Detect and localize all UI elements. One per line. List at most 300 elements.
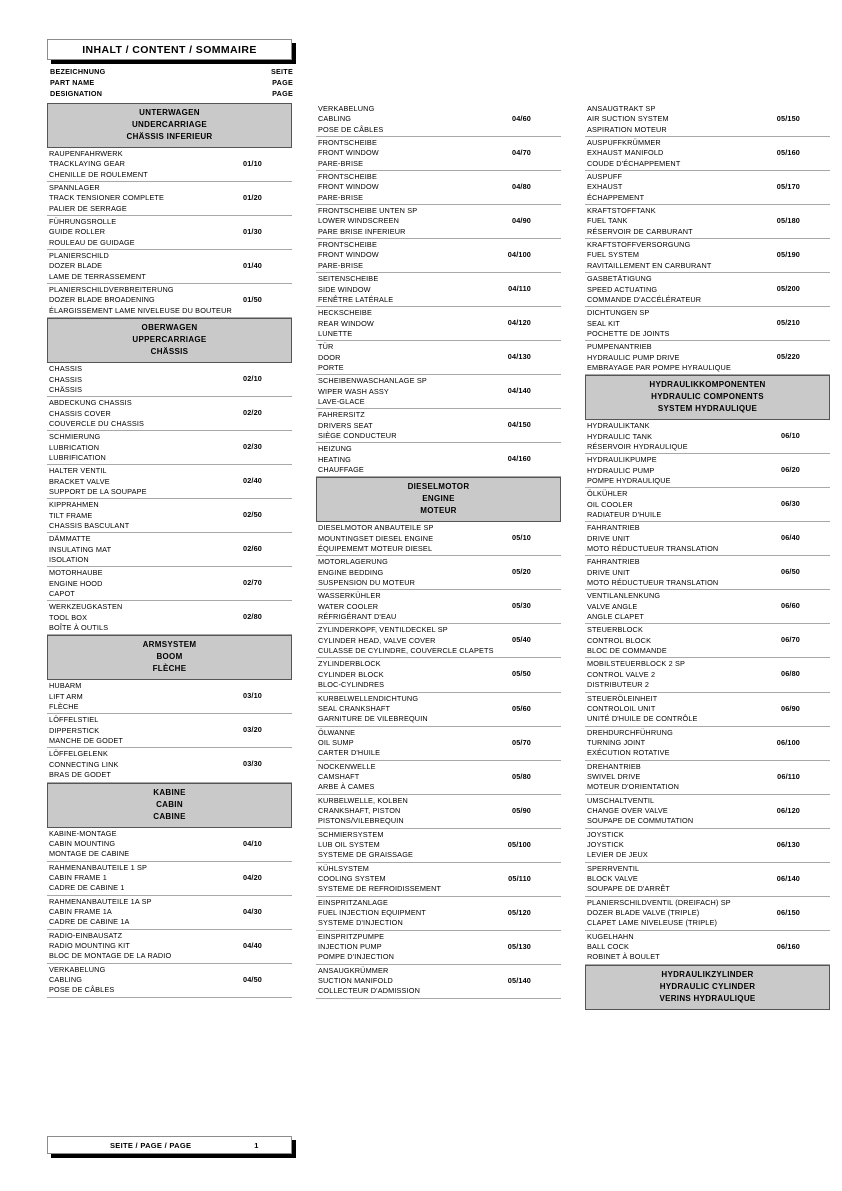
contents-entry[interactable] <box>47 465 292 499</box>
contents-entry[interactable] <box>585 829 830 863</box>
page-footer-box <box>47 1136 292 1154</box>
entry-designation-fr: SOUPAPE DE D'ARRÊT <box>587 884 671 894</box>
entry-designation-de: UMSCHALTVENTIL <box>587 795 655 805</box>
contents-entry[interactable] <box>47 431 292 465</box>
entry-page-number: 04/10 <box>242 838 262 848</box>
contents-entry[interactable] <box>47 533 292 567</box>
entry-designation-de: KRAFTSTOFFVERSORGUNG <box>587 240 691 250</box>
entry-designation-fr: ROBINET À BOULET <box>587 952 660 962</box>
entry-designation-en: CONTROL VALVE 2 <box>587 669 656 679</box>
entry-designation-fr: PORTE <box>318 362 344 372</box>
entry-designation-en: SPEED ACTUATING <box>587 284 658 294</box>
entry-designation-en: HYDRAULIC PUMP DRIVE <box>587 352 680 362</box>
contents-entry[interactable] <box>585 761 830 795</box>
entry-page-number: 05/210 <box>776 318 800 328</box>
contents-entry[interactable] <box>316 205 561 239</box>
entry-designation-de: HYDRAULIKTANK <box>587 421 650 431</box>
entry-designation-de: ÖLWANNE <box>318 727 356 737</box>
entry-page-number: 04/100 <box>507 250 531 260</box>
entry-designation-de: DIESELMOTOR ANBAUTEILE SP <box>318 523 434 533</box>
contents-entry[interactable] <box>585 171 830 205</box>
contents-entry[interactable] <box>47 250 292 284</box>
entry-designation-en: DRIVE UNIT <box>587 533 630 543</box>
entry-designation-fr: PARE-BRISE <box>318 260 364 270</box>
entry-designation-en: DOOR <box>318 352 341 362</box>
entry-page-number: 06/30 <box>780 499 800 509</box>
contents-entry[interactable] <box>585 103 830 137</box>
entry-page-number: 06/160 <box>776 941 800 951</box>
entry-designation-en: WIPER WASH ASSY <box>318 386 389 396</box>
entry-designation-fr: FENÊTRE LATÉRALE <box>318 294 394 304</box>
contents-entry[interactable] <box>316 556 561 590</box>
entry-designation-de: GASBETÄTIGUNG <box>587 274 652 284</box>
entry-designation-en: GUIDE ROLLER <box>49 227 106 237</box>
entry-designation-de: LÖFFELGELENK <box>49 749 108 759</box>
entry-page-number: 01/10 <box>242 159 262 168</box>
contents-entry[interactable] <box>585 420 830 454</box>
entry-page-number: 02/70 <box>242 578 262 588</box>
entry-designation-fr: RÉSERVOIR HYDRAULIQUE <box>587 441 688 451</box>
entry-designation-de: KURBELWELLE, KOLBEN <box>318 795 408 805</box>
entry-designation-fr: ASPIRATION MOTEUR <box>587 124 667 134</box>
section-engine-heading <box>316 477 561 522</box>
entry-designation-de: ANSAUGTRAKT SP <box>587 104 656 113</box>
entry-designation-en: FUEL SYSTEM <box>587 250 640 260</box>
entry-page-number: 04/160 <box>507 454 531 464</box>
section-heading-line: HYDRAULIC COMPONENTS <box>651 392 764 402</box>
entry-designation-fr: POSE DE CÂBLES <box>49 985 115 995</box>
entry-designation-de: FRONTSCHEIBE <box>318 138 377 148</box>
entry-designation-fr: COMMANDE D'ACCÉLÉRATEUR <box>587 294 702 304</box>
entry-designation-en: CABLING <box>49 974 83 984</box>
entry-designation-en: SWIVEL DRIVE <box>587 771 641 781</box>
entry-page-number: 04/50 <box>242 974 262 984</box>
contents-entry[interactable] <box>47 567 292 601</box>
contents-entry[interactable] <box>47 896 292 930</box>
entry-designation-de: VERKABELUNG <box>49 964 106 974</box>
entry-designation-fr: MOTEUR D'ORIENTATION <box>587 782 680 792</box>
entry-designation-fr: LAVE-GLACE <box>318 396 365 406</box>
contents-entry[interactable] <box>316 341 561 375</box>
entry-designation-fr: ISOLATION <box>49 555 89 564</box>
entry-designation-en: LIFT ARM <box>49 691 83 701</box>
entry-designation-de: SCHMIERUNG <box>49 432 101 442</box>
entry-designation-de: PLANIERSCHILDVENTIL (DREIFACH) SP <box>587 897 731 907</box>
section-heading-line: CHÄSSIS INFERIEUR <box>126 132 213 141</box>
entry-page-number: 04/20 <box>242 872 262 882</box>
entry-designation-de: SCHMIERSYSTEM <box>318 829 384 839</box>
entry-designation-en: CYLINDER BLOCK <box>318 669 384 679</box>
entry-designation-de: PUMPENANTRIEB <box>587 342 652 352</box>
entry-designation-fr: ANGLE CLAPET <box>587 612 644 622</box>
contents-entry[interactable] <box>47 680 292 714</box>
contents-entry[interactable] <box>47 862 292 896</box>
entry-designation-en: CYLINDER HEAD, VALVE COVER <box>318 635 436 645</box>
entry-designation-de: PLANIERSCHILD <box>49 251 109 261</box>
entry-designation-fr: ÉCHAPPEMENT <box>587 192 645 202</box>
entry-designation-de: DÄMMATTE <box>49 534 91 544</box>
entry-designation-de: KIPPRAHMEN <box>49 500 99 510</box>
entry-designation-fr: ARBE À CAMES <box>318 782 375 792</box>
entry-designation-en: TRACK TENSIONER COMPLETE <box>49 193 164 203</box>
entry-designation-de: NOCKENWELLE <box>318 761 376 771</box>
section-heading-line: CABINE <box>153 811 186 821</box>
entry-designation-en: MOUNTINGSET DIESEL ENGINE <box>318 533 434 543</box>
entry-page-number: 05/110 <box>508 873 531 883</box>
section-heading-line: VERINS HYDRAULIQUE <box>659 993 756 1003</box>
section-heading-line: HYDRAULIKKOMPONENTEN <box>649 380 766 390</box>
contents-entry[interactable] <box>47 828 292 862</box>
entry-designation-fr: LEVIER DE JEUX <box>587 850 648 860</box>
entry-page-number: 01/20 <box>242 193 262 203</box>
section-heading-line: FLÈCHE <box>152 664 187 674</box>
entry-page-number: 02/40 <box>242 476 262 486</box>
entry-designation-fr: BLOC-CYLINDRES <box>318 680 385 690</box>
entry-page-number: 02/60 <box>242 544 262 554</box>
entry-designation-de: HEIZUNG <box>318 444 352 454</box>
entry-designation-de: KÜHLSYSTEM <box>318 863 369 873</box>
entry-designation-fr: BRAS DE GODET <box>49 770 111 780</box>
entry-designation-de: HUBARM <box>49 681 82 691</box>
section-heading-line: HYDRAULIC CYLINDER <box>659 981 756 991</box>
entry-designation-en: BLOCK VALVE <box>587 874 638 883</box>
entry-page-number: 04/80 <box>511 182 531 192</box>
contents-entry[interactable] <box>316 727 561 761</box>
section-heading-line: CHÄSSIS <box>150 347 189 357</box>
contents-column-1 <box>47 103 292 998</box>
contents-entry[interactable] <box>585 307 830 341</box>
legend-page-en: PAGE <box>272 78 293 88</box>
entry-designation-en: CABIN FRAME 1A <box>49 906 112 916</box>
entry-page-number: 02/10 <box>242 374 262 384</box>
entry-designation-fr: CHAUFFAGE <box>318 465 364 474</box>
entry-designation-de: SCHEIBENWASCHANLAGE SP <box>318 376 427 386</box>
section-heading-line: DIESELMOTOR <box>407 482 470 492</box>
contents-entry[interactable] <box>585 205 830 239</box>
contents-entry[interactable] <box>585 931 830 965</box>
contents-entry[interactable] <box>316 624 561 658</box>
entry-page-number: 06/50 <box>780 567 800 577</box>
entry-page-number: 05/140 <box>507 975 531 985</box>
contents-entry[interactable] <box>316 863 561 897</box>
entry-designation-de: FRONTSCHEIBE <box>318 240 377 250</box>
entry-designation-fr: MOTO RÉDUCTUEUR TRANSLATION <box>587 544 719 554</box>
contents-entry[interactable] <box>47 714 292 748</box>
entry-page-number: 05/80 <box>511 771 531 781</box>
entry-designation-en: OIL COOLER <box>587 499 633 509</box>
entry-page-number: 05/190 <box>776 250 800 260</box>
contents-entry[interactable] <box>585 897 830 931</box>
contents-entry[interactable] <box>316 931 561 965</box>
contents-entry[interactable] <box>47 148 292 182</box>
entry-page-number: 05/30 <box>511 601 531 611</box>
contents-column-3 <box>585 103 830 1010</box>
entry-designation-fr: CLAPET LAME NIVELEUSE (TRIPLE) <box>587 918 718 928</box>
entry-page-number: 02/50 <box>242 510 262 520</box>
contents-entry[interactable] <box>585 556 830 590</box>
page-footer-bar <box>47 1136 292 1154</box>
entry-designation-fr: LUBRIFICATION <box>49 452 106 462</box>
entry-page-number: 04/120 <box>507 318 531 328</box>
entry-designation-en: WATER COOLER <box>318 601 379 611</box>
entry-designation-en: HYDRAULIC PUMP <box>587 465 655 475</box>
contents-entry[interactable] <box>47 216 292 250</box>
entry-designation-en: CABIN FRAME 1 <box>49 872 107 882</box>
footer-page-number: 1 <box>254 1140 259 1150</box>
section-heading-line: HYDRAULIKZYLINDER <box>661 969 754 979</box>
entry-designation-en: CABLING <box>318 114 352 124</box>
entry-designation-en: EXHAUST MANIFOLD <box>587 148 664 158</box>
contents-entry[interactable] <box>316 273 561 307</box>
entry-designation-en: LOWER WINDSCREEN <box>318 216 400 226</box>
legend-row <box>50 66 293 77</box>
entry-designation-fr: PARE-BRISE <box>318 192 364 202</box>
contents-entry[interactable] <box>316 307 561 341</box>
contents-entry[interactable] <box>585 137 830 171</box>
entry-page-number: 06/40 <box>780 533 800 543</box>
entry-page-number: 06/90 <box>780 703 800 713</box>
contents-entry[interactable] <box>585 239 830 273</box>
entry-page-number: 05/70 <box>511 737 531 747</box>
section-heading-line: SYSTEM HYDRAULIQUE <box>657 404 758 414</box>
entry-designation-de: RAHMENANBAUTEILE 1A SP <box>49 896 152 906</box>
entry-page-number: 04/110 <box>508 284 531 294</box>
entry-designation-fr: SUPPORT DE LA SOUPAPE <box>49 486 147 496</box>
contents-entry[interactable] <box>316 409 561 443</box>
column-legend <box>50 66 293 100</box>
entry-page-number: 04/150 <box>507 420 531 430</box>
entry-page-number: 05/160 <box>776 148 800 158</box>
contents-entry[interactable] <box>585 658 830 692</box>
entry-page-number: 04/90 <box>511 216 531 226</box>
contents-entry[interactable] <box>316 829 561 863</box>
contents-entry[interactable] <box>316 761 561 795</box>
entry-designation-en: HYDRAULIC TANK <box>587 431 653 441</box>
entry-designation-de: MOTORLAGERUNG <box>318 557 388 567</box>
entry-designation-en: SEAL CRANKSHAFT <box>318 703 391 713</box>
entry-page-number: 06/120 <box>776 805 800 815</box>
entry-designation-de: AUSPUFFKRÜMMER <box>587 138 661 148</box>
entry-designation-en: CONTROLOIL UNIT <box>587 703 656 713</box>
entry-designation-fr: CHENILLE DE ROULEMENT <box>49 169 148 179</box>
entry-page-number: 05/50 <box>511 669 531 679</box>
entry-designation-en: INSULATING MAT <box>49 544 112 554</box>
section-heading-line: OBERWAGEN <box>141 323 198 333</box>
legend-page-fr: PAGE <box>272 89 293 99</box>
entry-designation-fr: PALIER DE SERRAGE <box>49 203 127 213</box>
entry-designation-fr: LAME DE TERRASSEMENT <box>49 271 146 281</box>
page-title: INHALT / CONTENT / SOMMAIRE <box>82 43 257 56</box>
contents-entry[interactable] <box>316 693 561 727</box>
entry-page-number: 01/50 <box>242 295 262 305</box>
entry-designation-fr: BOÎTE À OUTILS <box>49 623 109 633</box>
contents-entry[interactable] <box>316 239 561 273</box>
contents-entry[interactable] <box>585 273 830 307</box>
entry-page-number: 06/140 <box>776 873 800 883</box>
legend-row <box>50 77 293 88</box>
contents-entry[interactable] <box>47 363 292 397</box>
entry-designation-en: DIPPERSTICK <box>49 725 100 735</box>
entry-designation-de: RADIO-EINBAUSATZ <box>49 930 123 940</box>
entry-designation-de: FAHRERSITZ <box>318 410 365 420</box>
entry-page-number: 06/100 <box>776 737 800 747</box>
entry-designation-de: STEUERBLOCK <box>587 625 643 635</box>
entry-designation-fr: SYSTEME D'INJECTION <box>318 918 403 928</box>
entry-page-number: 06/60 <box>780 601 800 611</box>
contents-entry[interactable] <box>585 693 830 727</box>
contents-entry[interactable] <box>585 488 830 522</box>
entry-designation-de: FRONTSCHEIBE <box>318 172 377 182</box>
entry-designation-de: FAHRANTRIEB <box>587 523 640 533</box>
entry-designation-en: BALL COCK <box>587 942 630 952</box>
entry-designation-fr: SOUPAPE DE COMMUTATION <box>587 816 694 826</box>
entry-designation-en: DOZER BLADE <box>49 261 103 271</box>
contents-entry[interactable] <box>47 601 292 635</box>
contents-entry[interactable] <box>585 727 830 761</box>
entry-page-number: 05/130 <box>507 941 531 951</box>
entry-designation-en: FRONT WINDOW <box>318 182 379 192</box>
entry-designation-fr: RADIATEUR D'HUILE <box>587 510 662 519</box>
entry-designation-en: INJECTION PUMP <box>318 942 382 952</box>
contents-entry[interactable] <box>316 795 561 829</box>
contents-entry[interactable] <box>585 522 830 556</box>
entry-designation-de: EINSPRITZPUMPE <box>318 931 385 941</box>
entry-designation-de: MOTORHAUBE <box>49 568 103 578</box>
entry-designation-fr: POMPE HYDRAULIQUE <box>587 475 671 485</box>
entry-designation-en: HEATING <box>318 454 351 464</box>
entry-page-number: 03/20 <box>242 725 262 735</box>
section-boom-heading <box>47 635 292 680</box>
contents-entry[interactable] <box>585 795 830 829</box>
entry-designation-de: TÜR <box>318 342 334 352</box>
section-heading-line: UNTERWAGEN <box>139 108 200 117</box>
entry-designation-fr: PISTONS/VILEBREQUIN <box>318 816 404 826</box>
contents-entry[interactable] <box>47 182 292 216</box>
contents-entry[interactable] <box>316 590 561 624</box>
entry-page-number: 05/120 <box>507 907 531 917</box>
entry-designation-de: KRAFTSTOFFTANK <box>587 206 656 216</box>
entry-designation-en: CHANGE OVER VALVE <box>587 805 668 815</box>
entry-designation-fr: MOTO RÉDUCTUEUR TRANSLATION <box>587 578 719 588</box>
section-heading-line: UNDERCARRIAGE <box>131 120 207 129</box>
entry-designation-en: LUB OIL SYSTEM <box>318 839 380 849</box>
entry-designation-en: TRACKLAYING GEAR <box>49 159 126 169</box>
entry-designation-en: SUCTION MANIFOLD <box>318 976 393 986</box>
entry-page-number: 02/20 <box>242 408 262 418</box>
contents-entry[interactable] <box>47 284 292 318</box>
entry-designation-de: KUGELHAHN <box>587 931 634 941</box>
entry-designation-fr: CADRE DE CABINE 1 <box>49 883 125 893</box>
entry-designation-en: CABIN MOUNTING <box>49 838 116 848</box>
contents-entry[interactable] <box>47 930 292 964</box>
contents-entry[interactable] <box>585 863 830 897</box>
entry-designation-en: ENGINE BEDDING <box>318 567 384 577</box>
entry-designation-en: SEAL KIT <box>587 318 620 328</box>
legend-label-en: PART NAME <box>50 78 95 88</box>
entry-designation-en: RADIO MOUNTING KIT <box>49 940 130 950</box>
contents-entry[interactable] <box>316 965 561 999</box>
entry-designation-en: TILT FRAME <box>49 510 93 520</box>
section-heading-line: ENGINE <box>422 494 455 504</box>
entry-designation-fr: COUVERCLE DU CHASSIS <box>49 418 145 428</box>
entry-designation-de: WERKZEUGKASTEN <box>49 602 123 612</box>
entry-page-number: 05/20 <box>511 567 531 577</box>
entry-designation-fr: RÉSERVOIR DE CARBURANT <box>587 226 693 236</box>
entry-designation-en: FRONT WINDOW <box>318 250 379 260</box>
entry-page-number: 01/40 <box>242 261 262 271</box>
entry-designation-de: SPANNLAGER <box>49 183 100 193</box>
entry-designation-en: EXHAUST <box>587 182 623 192</box>
contents-entry[interactable] <box>316 658 561 692</box>
entry-designation-fr: RAVITAILLEMENT EN CARBURANT <box>587 260 712 270</box>
entry-page-number: 04/40 <box>242 940 262 950</box>
entry-page-number: 05/220 <box>776 352 800 362</box>
entry-designation-fr: CULASSE DE CYLINDRE, COUVERCLE CLAPETS <box>318 646 494 656</box>
entry-designation-fr: MONTAGE DE CABINE <box>49 849 130 859</box>
entry-designation-en: SIDE WINDOW <box>318 284 371 294</box>
entry-designation-en: JOYSTICK <box>587 839 624 849</box>
contents-entry[interactable] <box>47 499 292 533</box>
section-heading-line: CABIN <box>156 799 183 809</box>
legend-row <box>50 88 293 99</box>
entry-designation-en: TOOL BOX <box>49 612 88 622</box>
contents-entry[interactable] <box>585 590 830 624</box>
entry-designation-fr: PARE BRISE INFERIEUR <box>318 226 406 236</box>
contents-entry[interactable] <box>316 171 561 205</box>
entry-designation-fr: PARE-BRISE <box>318 158 364 168</box>
page-title-bar <box>47 39 292 60</box>
contents-entry[interactable] <box>47 748 292 782</box>
entry-designation-fr: POCHETTE DE JOINTS <box>587 328 670 338</box>
contents-entry[interactable] <box>585 454 830 488</box>
entry-designation-en: CHASSIS <box>49 374 83 384</box>
entry-designation-en: REAR WINDOW <box>318 318 374 328</box>
section-hydraulic-cylinder-heading <box>585 965 830 1010</box>
contents-entry[interactable] <box>585 341 830 375</box>
contents-entry[interactable] <box>316 443 561 477</box>
entry-designation-fr: CAPOT <box>49 589 75 599</box>
entry-designation-de: JOYSTICK <box>587 829 624 839</box>
contents-entry[interactable] <box>316 522 561 556</box>
entry-designation-en: FRONT WINDOW <box>318 148 379 158</box>
entry-designation-fr: MANCHE DE GODET <box>49 736 124 746</box>
contents-entry[interactable] <box>316 137 561 171</box>
entry-designation-fr: CHASSIS BASCULANT <box>49 520 130 530</box>
entry-designation-fr: SYSTEME DE GRAISSAGE <box>318 850 414 860</box>
contents-entry[interactable] <box>47 964 292 998</box>
entry-designation-fr: SUSPENSION DU MOTEUR <box>318 578 416 588</box>
entry-designation-fr: CARTER D'HUILE <box>318 748 381 758</box>
entry-designation-en: CONNECTING LINK <box>49 759 119 769</box>
contents-entry[interactable] <box>316 103 561 137</box>
footer-label: SEITE / PAGE / PAGE <box>110 1140 192 1150</box>
contents-entry[interactable] <box>47 397 292 431</box>
entry-designation-en: ENGINE HOOD <box>49 578 103 588</box>
entry-designation-de: VERKABELUNG <box>318 104 375 113</box>
entry-page-number: 06/20 <box>780 465 800 475</box>
entry-designation-en: VALVE ANGLE <box>587 601 638 611</box>
contents-entry[interactable] <box>316 897 561 931</box>
entry-designation-fr: FLÈCHE <box>49 702 79 712</box>
contents-entry[interactable] <box>316 375 561 409</box>
entry-page-number: 02/80 <box>242 612 262 622</box>
entry-page-number: 06/10 <box>780 431 800 441</box>
entry-designation-fr: SYSTEME DE REFROIDISSEMENT <box>318 884 442 894</box>
entry-designation-en: OIL SUMP <box>318 737 354 747</box>
contents-entry[interactable] <box>585 624 830 658</box>
entry-designation-de: DREHDURCHFÜHRUNG <box>587 727 673 737</box>
entry-page-number: 05/100 <box>507 839 531 849</box>
